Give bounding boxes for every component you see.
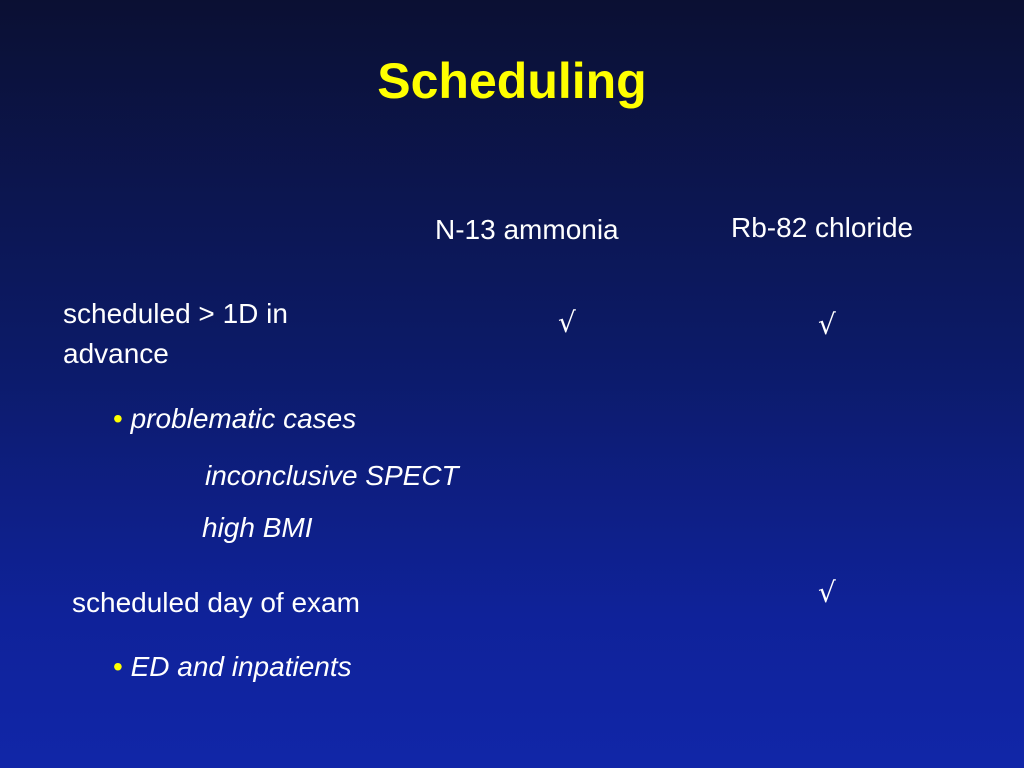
slide-title: Scheduling	[377, 53, 647, 109]
subitem-inconclusive-spect: inconclusive SPECT	[205, 460, 459, 491]
check-mark-rb82-in-advance: √	[818, 308, 836, 341]
check-mark-n13-in-advance: √	[558, 306, 576, 339]
row-label-scheduled-in-advance: scheduled > 1D in advance	[63, 298, 288, 369]
bullet-item-ed-and-inpatients	[113, 651, 352, 683]
subitem-high-bmi: high BMI	[202, 512, 313, 543]
bullet-marker: •	[113, 651, 123, 682]
column-header-n13-ammonia: N-13 ammonia	[435, 214, 619, 245]
bullet-item-problematic-cases	[113, 403, 356, 435]
column-header-rb82-chloride: Rb-82 chloride	[731, 212, 914, 243]
row-label-scheduled-day-of-exam: scheduled day of exam	[72, 587, 360, 618]
bullet-text: ED and inpatients	[130, 651, 352, 682]
check-mark-rb82-day-of-exam: √	[818, 576, 836, 609]
bullet-marker: •	[113, 403, 123, 434]
bullet-text: problematic cases	[130, 403, 357, 434]
